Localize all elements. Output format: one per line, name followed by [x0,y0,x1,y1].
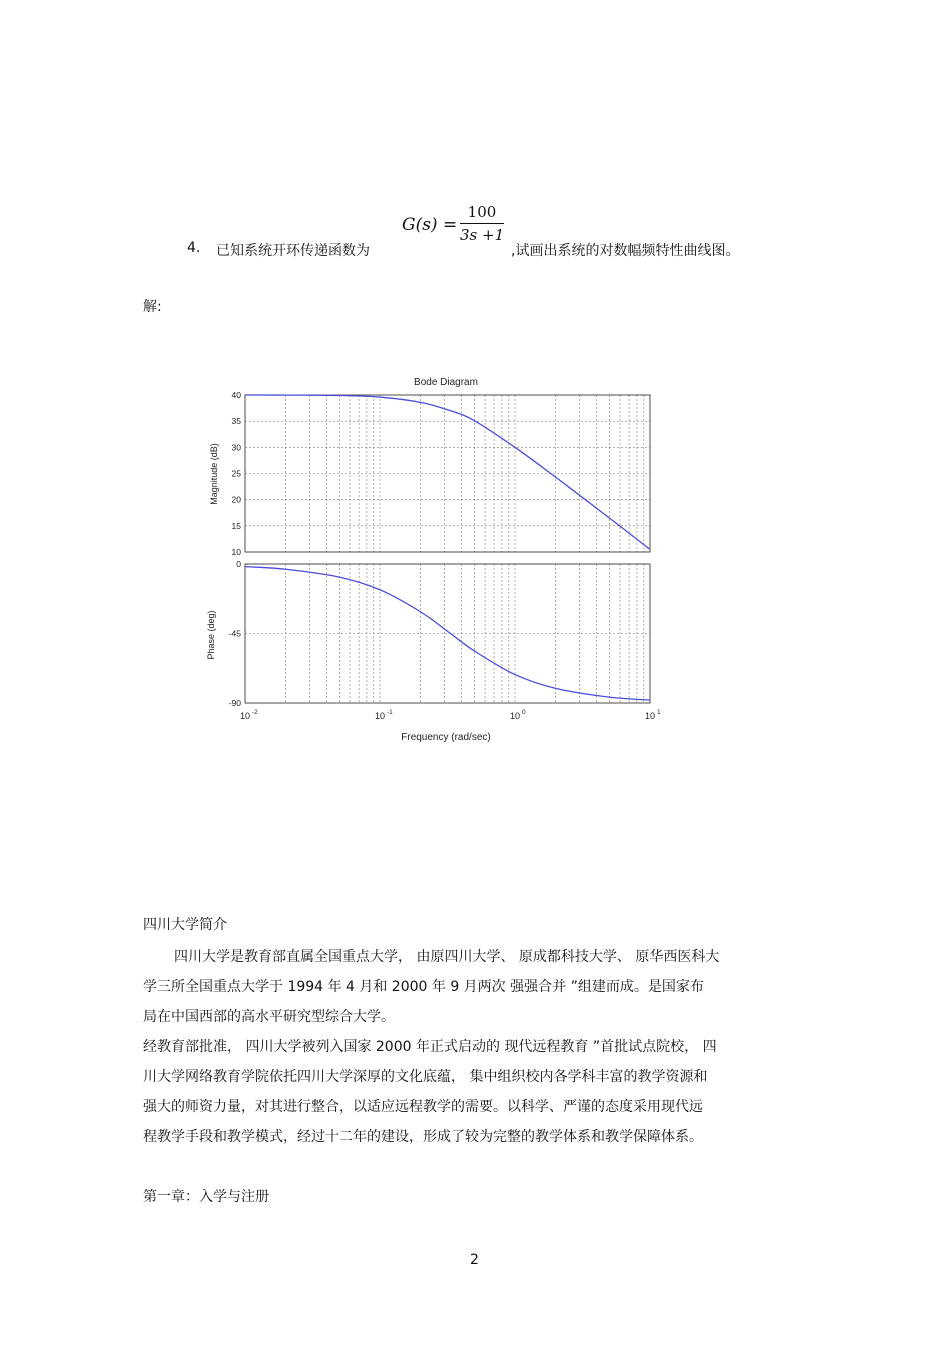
x-tick-exponent: 0 [522,709,526,716]
x-tick-exponent: 1 [657,709,661,716]
intro-line: 学三所全国重点大学于 1994 年 4 月和 2000 年 9 月两次 强强合并 ”组建而成。是国家布 [143,979,704,995]
x-tick-label: 10 [644,711,656,721]
intro-line: 局在中国西部的高水平研究型综合大学。 [143,1009,395,1025]
formula-denominator: 3s +1 [460,226,505,244]
x-tick-label: 10 [374,711,386,721]
question-text-after: ,试画出系统的对数幅频特性曲线图。 [511,243,740,259]
x-tick-label: 10 [239,711,251,721]
intro-line: 川大学网络教育学院依托四川大学深厚的文化底蕴， 集中组织校内各学科丰富的教学资源和 [143,1069,708,1085]
intro-line: 程教学手段和教学模式，经过十二年的建设，形成了较为完整的教学体系和教学保障体系。 [143,1129,703,1145]
page-number: 2 [470,1252,479,1268]
chart-title: Bode Diagram [414,377,478,388]
intro-title: 四川大学简介 [143,917,227,933]
intro-line: 四川大学是教育部直属全国重点大学， 由原四川大学、 原成都科技大学、 原华西医科大 [174,949,720,965]
y-tick-label: 40 [231,390,241,400]
y-tick-label: 15 [231,520,241,531]
question-text-before: 已知系统开环传递函数为 [216,243,370,259]
intro-line: 经教育部批准， 四川大学被列入国家 2000 年正式启动的 现代远程教育 ”首批试点院校， 四 [143,1039,717,1055]
formula-fraction [460,203,504,244]
answer-label: 解: [143,299,162,315]
chapter-title: 第一章：入学与注册 [143,1189,269,1205]
y-tick-label: 35 [231,416,241,427]
y-tick-label: 0 [236,559,241,569]
magnitude-series-line [245,395,650,549]
y-tick-label: 25 [231,468,241,479]
y-tick-label: 10 [231,547,241,557]
x-tick-exponent: -2 [252,709,258,716]
question-number: 4. [187,240,201,256]
x-tick-exponent: -1 [387,709,393,716]
y-tick-label: 20 [231,494,241,505]
y-tick-label: -90 [228,698,241,708]
y-tick-label: 30 [231,442,241,453]
formula-numerator: 100 [467,203,497,221]
chart-xlabel: Frequency (rad/sec) [401,732,491,743]
phase-ylabel: Phase (deg) [206,610,216,660]
bode-diagram [200,370,670,750]
formula-lhs: G(s) = [402,215,458,235]
fraction-bar [460,223,504,224]
intro-line: 强大的师资力量，对其进行整合，以适应远程教学的需要。以科学、严谨的态度采用现代远 [143,1099,703,1115]
magnitude-ylabel: Magnitude (dB) [209,443,219,505]
y-tick-label: -45 [228,628,241,639]
x-tick-label: 10 [509,711,521,721]
